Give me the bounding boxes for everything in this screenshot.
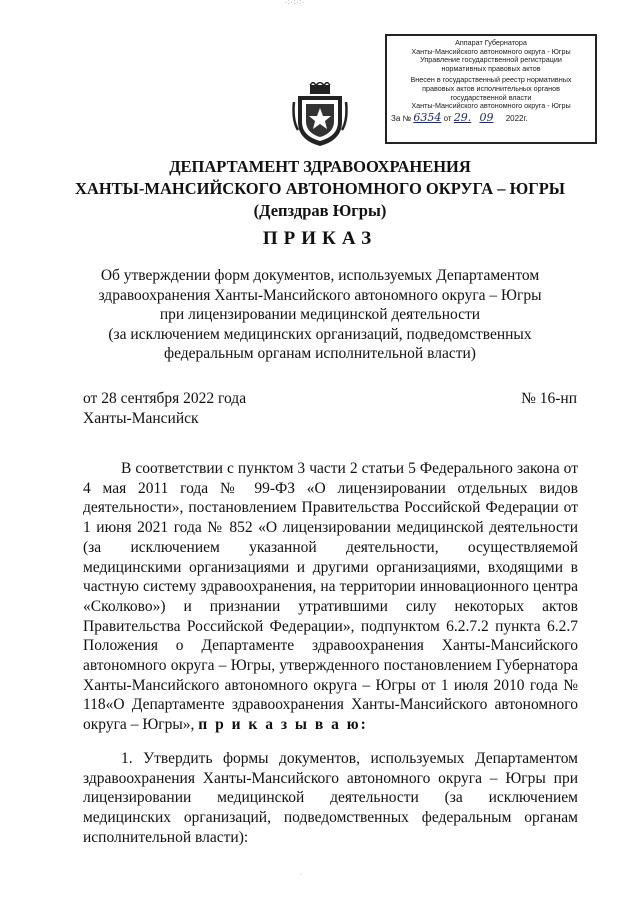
reg-number: 6354 (413, 110, 442, 124)
org-short-name: (Депздрав Югры) (253, 201, 387, 220)
stamp-line: нормативных правовых актов (441, 63, 541, 73)
stamp-header-block (391, 39, 591, 73)
document-subject (60, 266, 580, 364)
registration-stamp (385, 34, 597, 144)
stamp-registry-block (391, 76, 591, 110)
reg-from: от (443, 113, 452, 123)
reg-prefix: За № (391, 113, 412, 123)
reg-year: 2022 (505, 113, 524, 123)
subject-line: федеральным органам исполнительной власти) (164, 345, 476, 362)
subject-line: здравоохранения Ханты-Мансийского автономного округа – Югры (98, 286, 542, 304)
subject-line: Об утверждении форм документов, используемых Департаментом (100, 267, 540, 284)
stamp-line: Внесен в государственный реестр нормативных (410, 75, 572, 85)
stamp-registration-row (391, 110, 591, 124)
document-type-title: ПРИКАЗ (262, 228, 378, 249)
subject-line: при лицензировании медицинской деятельности (159, 306, 481, 323)
document-date: от 28 сентября 2022 года (83, 390, 247, 407)
body-paragraph (83, 459, 578, 735)
organization-header (40, 156, 600, 222)
scan-artifact: ·:·:·:· (285, 0, 305, 6)
stamp-line: Аппарат Губернатора (455, 38, 527, 47)
body-paragraph: 1. Утвердить формы документов, используемых Департаментом здравоохранения Ханты-Мансийского автономного округа – Югры при лицензировании медицинской деятельности (за исключением медицинских организаций, подведомственных федеральным органам исполнительной власти): (83, 749, 578, 846)
stamp-line: Ханты-Мансийского автономного округа - Югры (411, 101, 571, 111)
stamp-line: правовых актов исполнительных органов (422, 83, 560, 93)
subject-line: (за исключением медицинских организаций, подведомственных (108, 325, 532, 343)
reg-suffix: г. (523, 113, 528, 123)
reg-day: 29. (453, 110, 472, 124)
document-body (83, 459, 578, 861)
stamp-line: государственной власти (450, 92, 532, 102)
document-city: Ханты-Мансийск (83, 410, 199, 427)
org-name-line1: ДЕПАРТАМЕНТ ЗДРАВООХРАНЕНИЯ (169, 157, 471, 176)
preamble-text: В соответствии с пунктом 3 части 2 статьи 5 Федерального закона от 4 мая 2011 года № 99-ФЗ «О лицензировании отдельных видов деятельности», постановлением Правительства Российской Федерации от 1 июня 2021 года № 852 «О лицензировании медицинской деятельности (за исключением указанной деятельности, осуществляемой медицинскими организациями и другими организациями, входящими в частную систему здравоохранения, на территории инновационного центра «Сколково») и признании утратившими силу некоторых актов Правительства Российской Федерации», подпунктом 6.2.7.2 пункта 6.2.7 Положения о Департаменте здравоохранения Ханты-Мансийского автономного округа – Югры, утвержденного постановлением Губернатора Ханты-Мансийского автономного округа – Югры от 1 июля 2010 года № 118«О Департаменте здравоохранения Ханты-Мансийского автономного округа – Югры», (83, 460, 578, 734)
document-date-block (83, 389, 246, 429)
org-name-line2: ХАНТЫ-МАНСИЙСКОГО АВТОНОМНОГО ОКРУГА – ЮГРЫ (75, 179, 565, 198)
reg-month: 09 (479, 110, 494, 124)
stamp-line: Ханты-Мансийского автономного округа - Югры (411, 46, 571, 56)
order-word: п р и к а з ы в а ю: (198, 716, 368, 734)
document-number: № 16-нп (521, 390, 577, 407)
coat-of-arms-icon (292, 82, 348, 148)
stamp-line: Управление государственной регистрации (420, 55, 562, 65)
scan-artifact: · (300, 872, 302, 878)
